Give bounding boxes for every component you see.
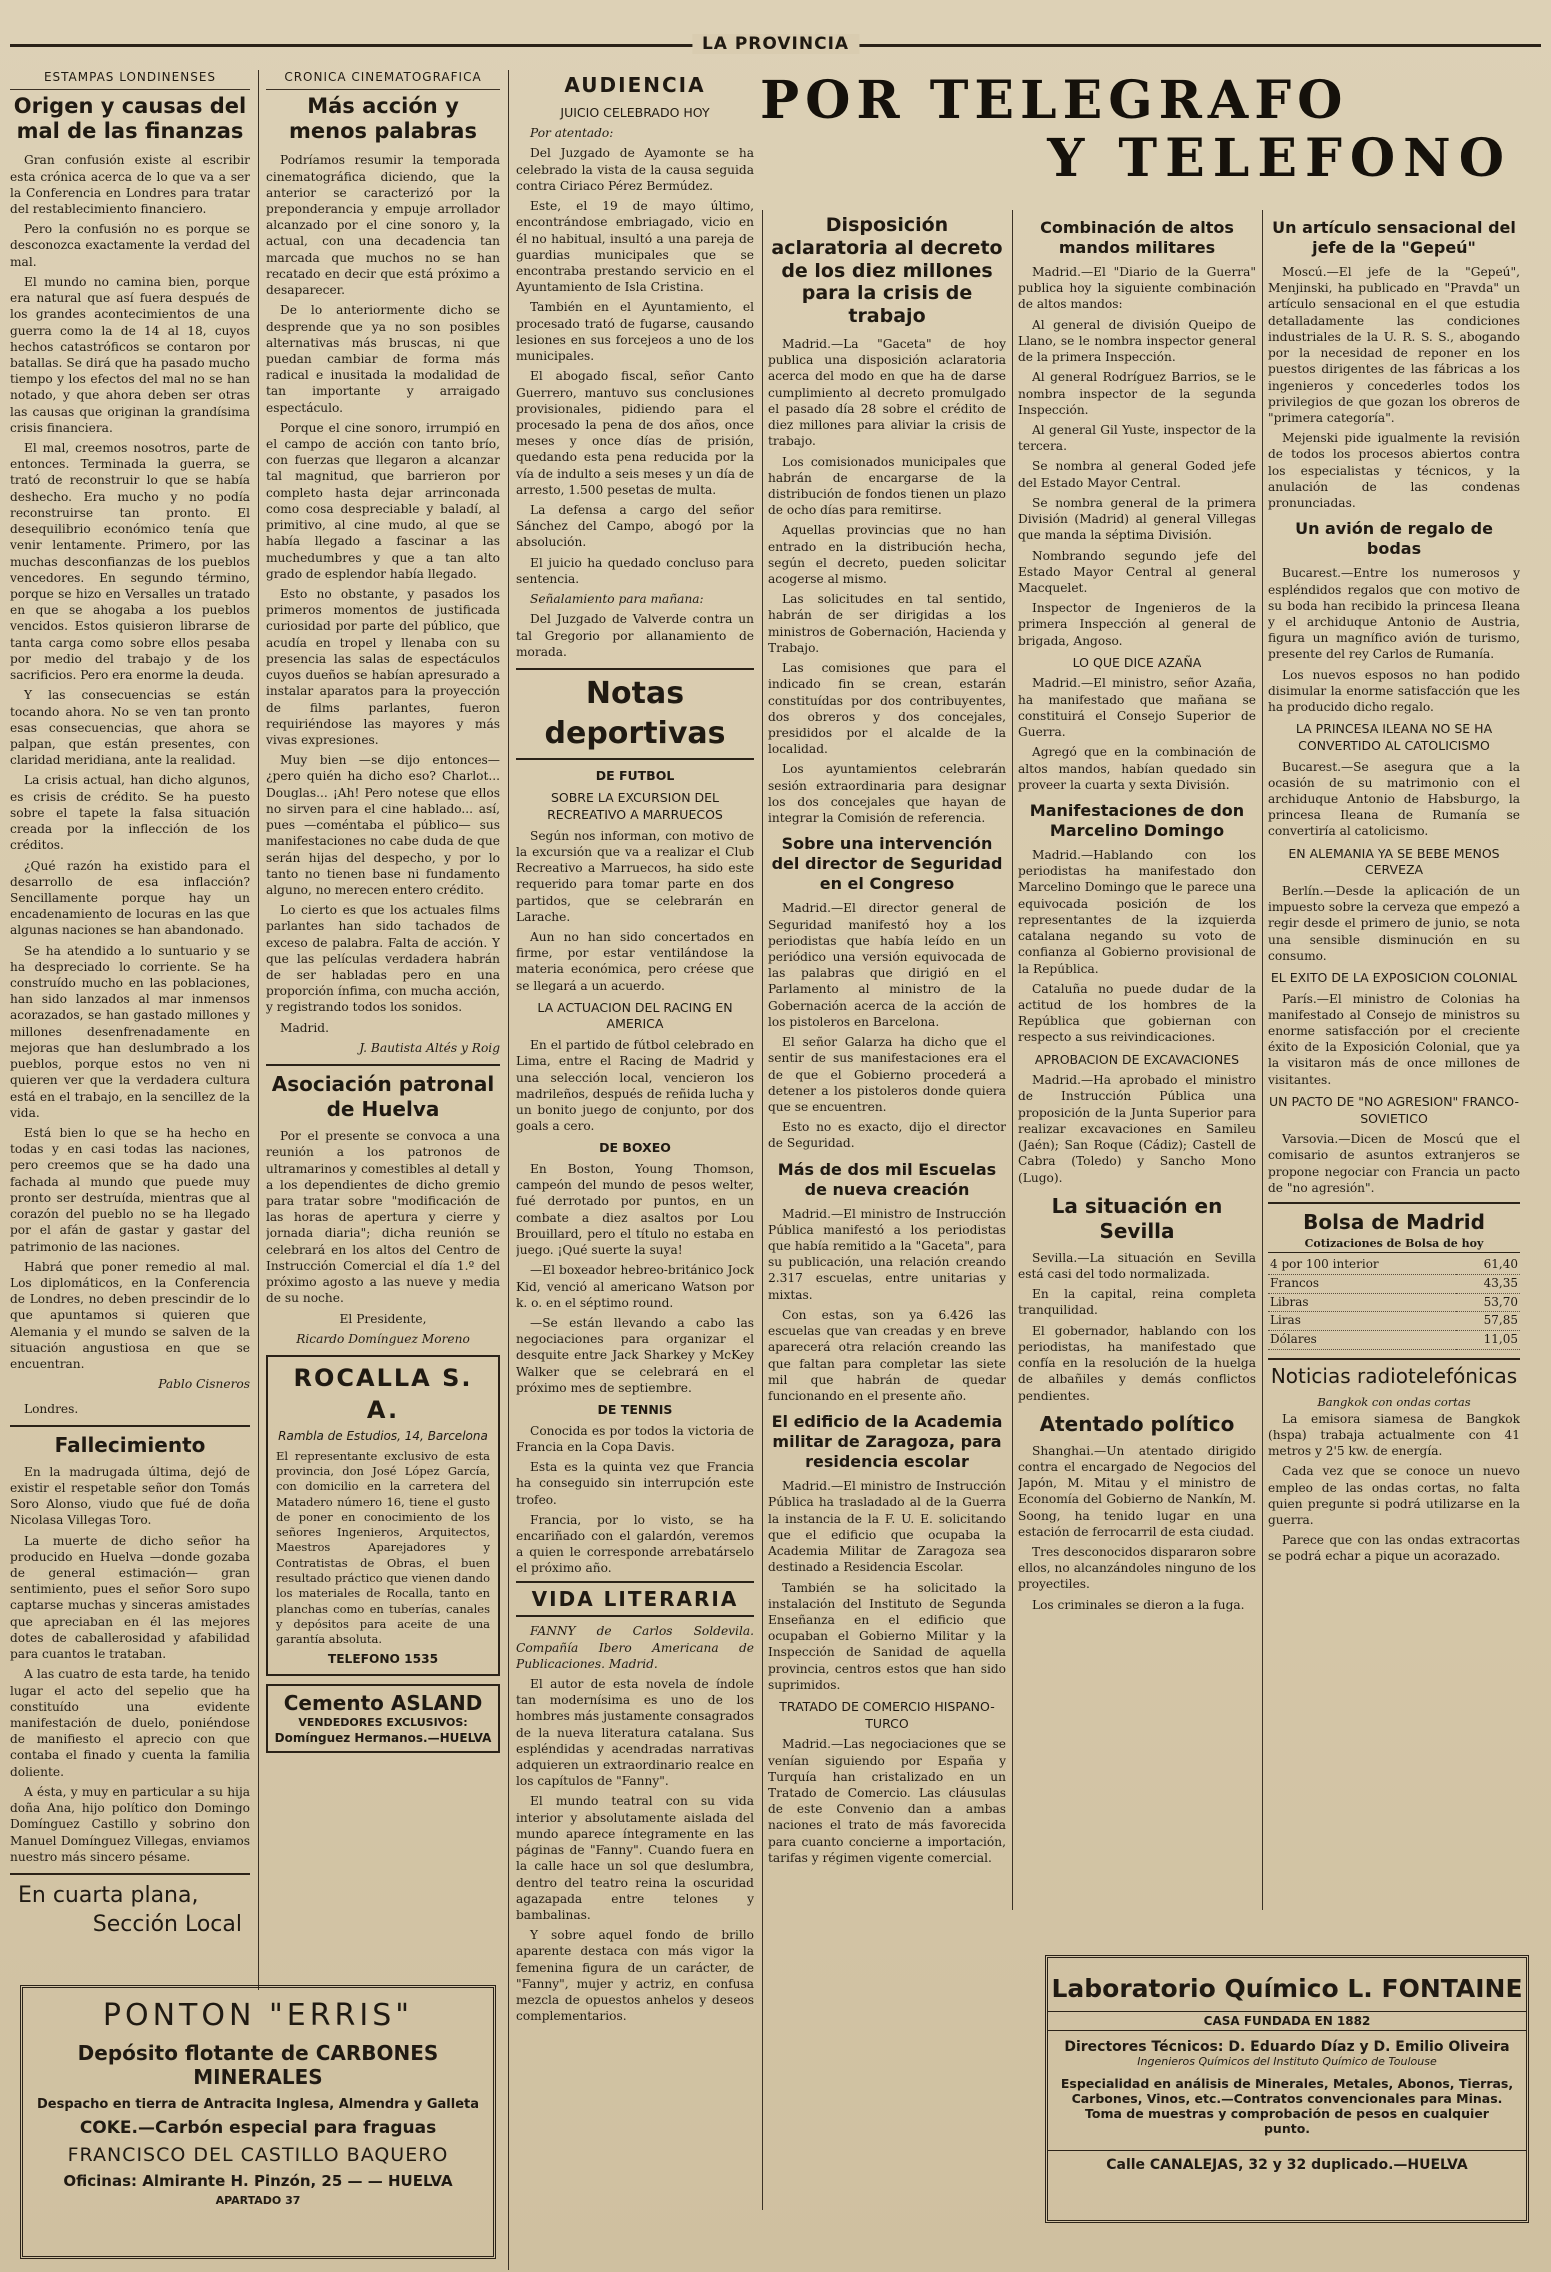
article-paragraph: —Se están llevando a cabo las negociaciones para organizar el desquite entre Jack Sharkey y McKey Walker que se celebrará en el próximo mes de septiembre. bbox=[516, 1316, 754, 1395]
column-rule bbox=[762, 210, 763, 2210]
column-rule bbox=[1012, 210, 1013, 1910]
article-paragraph: El juicio ha quedado concluso para sentencia. bbox=[516, 555, 754, 586]
stock-value: 43,35 bbox=[1456, 1274, 1520, 1293]
subheading: LA PRINCESA ILEANA NO SE HA CONVERTIDO AL CATOLICISMO bbox=[1295, 721, 1493, 753]
ad-subtitle: Depósito flotante de CARBONES MINERALES bbox=[77, 2041, 439, 2089]
article-paragraph: Se nombra general de la primera División (Madrid) al general Villegas que manda la séptima División. bbox=[1018, 495, 1256, 543]
article-paragraph: La crisis actual, han dicho algunos, es crisis de crédito. Se ha puesto sobre el tapete la falsa situación creada por la inflección de los créditos. bbox=[10, 773, 250, 853]
article-paragraph: Al general de división Queipo de Llano, se le nombra inspector general de la primera Inspección. bbox=[1018, 317, 1256, 365]
article-paragraph: Aun no han sido concertados en firme, por estar ventilándose la materia económica, pero créese que se llegará a un acuerdo. bbox=[516, 929, 754, 993]
article-paragraph: Francia, por lo visto, se ha encariñado con el galardón, veremos a quien le corresponde arrebatárselo el próximo año. bbox=[516, 1512, 754, 1576]
asland-ad bbox=[266, 1684, 500, 1753]
article-paragraph: Cada vez que se conoce un nuevo empleo de las ondas cortas, no falta quien pregunte si podrá utilizarse en la guerra. bbox=[1268, 1464, 1520, 1527]
article-paragraph: El mundo teatral con su vida interior y absolutamente aislada del mundo aparece íntegramente en las páginas de "Fanny". Cuando fuera en la calle hace un sol que deslumbra, dentro del teatro reina la oscuridad agazapada entre telones y bambalinas. bbox=[516, 1794, 754, 1922]
article-paragraph: El autor de esta novela de índole tan modernísima es uno de los hombres más justamente consagrados de la nueva literatura catalana. Sus espléndidas y acendradas narrativas adquieren un extraordinario realce en los capítulos de "Fanny". bbox=[516, 1676, 754, 1789]
subheading: LO QUE DICE AZAÑA bbox=[1072, 654, 1202, 670]
subheading: APROBACION DE EXCAVACIONES bbox=[1034, 1051, 1240, 1067]
article-paragraph: Gran confusión existe al escribir esta crónica acerca de lo que va a ser la Conferencia en Londres para tratar del restablecimiento financiero. bbox=[10, 153, 250, 216]
article-paragraph: Madrid.—El "Diario de la Guerra" publica hoy la siguiente combinación de altos mandos: bbox=[1018, 265, 1256, 312]
column-rule bbox=[1262, 210, 1263, 1910]
assoc-headline: Asociación patronal de Huelva bbox=[266, 1064, 500, 1122]
article-paragraph: Varsovia.—Dicen de Moscú que el comisario de asuntos extranjeros se propone negociar con Francia un pacto de "no agresión". bbox=[1268, 1132, 1520, 1195]
signature: Ricardo Domínguez Moreno bbox=[296, 1331, 470, 1346]
vida-literaria-title: VIDA LITERARIA bbox=[516, 1581, 754, 1618]
article-paragraph: Esta es la quinta vez que Francia ha conseguido sin interrupción este trofeo. bbox=[516, 1460, 754, 1507]
article-paragraph: El gobernador, hablando con los periodistas, ha manifestado que confía en la resolución de la huelga de albañiles y demás conflictos pendientes. bbox=[1018, 1323, 1256, 1403]
article-paragraph: El mal, creemos nosotros, parte de entonces. Terminada la guerra, se trató de reconstruir lo que se había deshecho. Era mucho y no podía reconstruirse tan pronto. El desequilibrio económico tenía que venir lentamente. Primero, por las muchas desconfianzas de los pueblos vencedores. En segundo término, porque se hizo en Versalles un tratado en que se ahogaba a los pueblos vencidos. Estos quisieron librarse de tanta carga como sobre ellos pesaba por medio del trabajo y de los sacrificios. Pero era enorme la deuda. bbox=[10, 441, 250, 683]
subheading: EN ALEMANIA YA SE BEBE MENOS CERVEZA bbox=[1288, 845, 1500, 878]
ad-phone: TELEFONO 1535 bbox=[327, 1652, 439, 1667]
ad-line: Ingenieros Químicos del Instituto Químico de Toulouse bbox=[1137, 2055, 1437, 2068]
ad-line: APARTADO 37 bbox=[215, 2194, 301, 2207]
subheading: TRATADO DE COMERCIO HISPANO-TURCO bbox=[779, 1699, 995, 1731]
obituary-headline: Fallecimiento bbox=[10, 1425, 250, 1458]
article-headline: Disposición aclaratoria al decreto de los diez millones para la crisis de trabajo bbox=[771, 214, 1003, 328]
article-paragraph: Madrid.—El ministro de Instrucción Pública ha trasladado al de la Guerra la instancia de la F. U. E. solicitando que el edificio que ocupaba la Academia Militar de Zaragoza sea destinado a Residencia Escolar. bbox=[768, 1479, 1006, 1575]
stock-label: 4 por 100 interior bbox=[1268, 1256, 1456, 1274]
article-paragraph: También se ha solicitado la instalación del Instituto de Segunda Enseñanza en el edificio que ocupaban el Gobierno Militar y la Inspección de Sanidad de aquella provincia, centros estos que han sido suprimidos. bbox=[768, 1580, 1006, 1692]
section-banner bbox=[760, 66, 1512, 196]
article-headline: El edificio de la Academia militar de Zaragoza, para residencia escolar bbox=[771, 1412, 1003, 1472]
section-kicker: CRONICA CINEMATOGRAFICA bbox=[266, 70, 500, 90]
column-5 bbox=[1018, 210, 1256, 1910]
article-paragraph: Moscú.—El jefe de la "Gepeú", Menjinski, ha publicado en "Pravda" un artículo sensacional en el que estudia detalladamente las condiciones industriales de la U. R. S. S., abogando por la necesidad de reponer en los puestos dirigentes de las fábricas a los ingenieros y concederles todos los privilegios de que gozan los obreros de "primera categoría". bbox=[1268, 265, 1520, 425]
ad-line: COKE.—Carbón especial para fraguas bbox=[79, 2118, 437, 2138]
article-paragraph: Habrá que poner remedio al mal. Los diplomáticos, en la Conferencia de Londres, no deben prescindir de lo que apuntamos si quieren que Alemania y el mundo se salven de la situación angustiosa en que se encuentran. bbox=[10, 1259, 250, 1372]
article-headline: Más de dos mil Escuelas de nueva creación bbox=[777, 1159, 997, 1199]
article-paragraph: Muy bien —se dijo entonces— ¿pero quién ha dicho eso? Charlot... Douglas... ¡Ah! Pero notese que ellos no sirven para el cine hablado... así, pues —coméntaba el público— sus manifestaciones no cabe duda de que serán hijas del despecho, y por lo tanto no tienen base ni fundamento alguno, no merecen entero crédito. bbox=[266, 753, 500, 897]
column-4 bbox=[768, 210, 1006, 2200]
subheading: Bangkok con ondas cortas bbox=[1317, 1395, 1471, 1410]
article-headline: Atentado político bbox=[1039, 1411, 1235, 1436]
ad-line: Calle CANALEJAS, 32 y 32 duplicado.—HUELVA bbox=[1048, 2150, 1526, 2173]
article-headline: Un artículo sensacional del jefe de la "Gepeú" bbox=[1272, 218, 1516, 257]
stock-label: Liras bbox=[1268, 1312, 1456, 1331]
table-row bbox=[1268, 1256, 1520, 1274]
article-headline: Combinación de altos mandos militares bbox=[1040, 218, 1234, 257]
fontaine-ad bbox=[1045, 1955, 1529, 2223]
article-headline: Más acción y menos palabras bbox=[289, 93, 477, 144]
article-headline: Sobre una intervención del director de Seguridad en el Congreso bbox=[771, 834, 1003, 894]
stock-value: 57,85 bbox=[1456, 1312, 1520, 1331]
masthead-title: LA PROVINCIA bbox=[692, 34, 859, 54]
article-paragraph: Por el presente se convoca a una reunión a los patronos de ultramarinos y comestibles al detall y a los dependientes de dicho gremio para tratar sobre "modificación de las horas de apertura y cierre y jornada diaria"; dicha reunión se celebrará en los altos del Centro de Instrucción Comercial el día 1.º del próximo agosto a las nueve y media de su noche. bbox=[266, 1129, 500, 1306]
article-paragraph: El Presidente, bbox=[339, 1311, 427, 1326]
article-paragraph: La muerte de dicho señor ha producido en Huelva —donde gozaba de general estimación— gran sentimiento, pues el señor Soro supo captarse muchas y sinceras amistades que apreciaban en él las mejores dotes de caballerosidad y afabilidad para cuantos le trataban. bbox=[10, 1533, 250, 1662]
stock-box bbox=[1268, 1202, 1520, 1350]
article-paragraph: ¿Qué razón ha existido para el desarrollo de esa inflacción? Sencillamente porque hay un encadenamiento de locuras en las que algunas naciones se han abandonado. bbox=[10, 858, 250, 938]
stock-subtitle: Cotizaciones de Bolsa de hoy bbox=[1268, 1237, 1520, 1253]
stock-value: 53,70 bbox=[1456, 1293, 1520, 1312]
article-paragraph: En la madrugada última, dejó de existir el respetable señor don Tomás Soro Alonso, viudo que fué de doña Nicolasa Villegas Toro. bbox=[10, 1464, 250, 1528]
article-paragraph: Y las consecuencias se están tocando ahora. No se ven tan pronto esas consecuencias, que ahora se palpan, que están presentes, con claridad meridiana, ante la realidad. bbox=[10, 688, 250, 768]
ad-title: PONTON "ERRIS" bbox=[102, 1998, 414, 2033]
article-paragraph: Mejenski pide igualmente la revisión de todos los procesos abiertos contra los especialistas y técnicos, y la anulación de las condenas pronunciadas. bbox=[1268, 431, 1520, 511]
subheading: EL EXITO DE LA EXPOSICION COLONIAL bbox=[1270, 969, 1518, 985]
dateline: Londres. bbox=[24, 1401, 79, 1416]
article-paragraph: Bucarest.—Entre los numerosos y espléndidos regalos que con motivo de su boda han recibido la princesa Ileana y el archiduque Antonio de Austria, figura un magnífico avión de turismo, presente del rey Carlos de Rumanía. bbox=[1268, 566, 1520, 662]
ad-line: FRANCISCO DEL CASTILLO BAQUERO bbox=[67, 2144, 449, 2166]
subheading: SOBRE LA EXCURSION DEL RECREATIVO A MARRUECOS bbox=[547, 790, 723, 823]
stock-label: Libras bbox=[1268, 1293, 1456, 1312]
rocalla-ad bbox=[266, 1355, 500, 1676]
stock-title: Bolsa de Madrid bbox=[1303, 1210, 1485, 1234]
ad-title: ROCALLA S. A. bbox=[293, 1363, 473, 1424]
column-2 bbox=[266, 70, 500, 2000]
article-headline: Manifestaciones de don Marcelino Domingo bbox=[1029, 800, 1245, 840]
column-3 bbox=[516, 70, 754, 2260]
column-rule bbox=[508, 70, 509, 2270]
article-paragraph: La defensa a cargo del señor Sánchez del Campo, abogó por la absolución. bbox=[516, 503, 754, 550]
article-paragraph: Según nos informan, con motivo de la excursión que va a realizar el Club Recreativo a Marruecos, ha sido este requerido para tomar parte en dos partidos, que se celebrarán en Larache. bbox=[516, 828, 754, 924]
article-paragraph: Madrid.—Hablando con los periodistas ha manifestado don Marcelino Domingo que le parece una equivocada posición de los representantes de la izquierda catalana negando su voto de confianza al Gobierno provisional de la República. bbox=[1018, 847, 1256, 976]
article-paragraph: A ésta, y muy en particular a su hija doña Ana, hijo político don Domingo Domínguez Castillo y sobrino don Manuel Domínguez Villegas, enviamos nuestro más sincero pésame. bbox=[10, 1784, 250, 1864]
article-paragraph: Shanghai.—Un atentado dirigido contra el encargado de Negocios del Japón, M. Mitau y el ministro de Economía del Gobierno de Nankín, M. Soong, ha tenido lugar en una estación de ferrocarril de esta ciudad. bbox=[1018, 1443, 1256, 1539]
article-paragraph: Podríamos resumir la temporada cinematográfica diciendo, que la anterior se caracterizó por la preponderancia y empuje arrollador alcanzado por el cine sonoro y, la actual, con una decadencia tan marcada que muchos no se han recatado en decir que está próximo a desaparecer. bbox=[266, 153, 500, 298]
article-paragraph: Los ayuntamientos celebrarán sesión extraordinaria para designar los dos concejales que hayan de integrar la Comisión de referencia. bbox=[768, 762, 1006, 826]
article-paragraph: Las comisiones que para el indicado fin se crean, estarán constituídas por dos contribuyentes, dos obreros y dos concejales, presididos por el alcalde de la localidad. bbox=[768, 661, 1006, 757]
article-paragraph: Sevilla.—La situación en Sevilla está casi del todo normalizada. bbox=[1018, 1250, 1256, 1281]
article-paragraph: Madrid.—Las negociaciones que se venían siguiendo por España y Turquía han cristalizado en un Tratado de Comercio. Las cláusulas de este Convenio dan a ambas naciones el trato de más favorecida para cuanto concierne a importación, tarifas y régimen vigente comercial. bbox=[768, 1737, 1006, 1865]
banner-line-1: POR TELEGRAFO bbox=[760, 70, 1349, 131]
article-headline: Un avión de regalo de bodas bbox=[1295, 519, 1493, 559]
book-reference: FANNY de Carlos Soldevila. Compañía Ibero Americana de Publicaciones. Madrid. bbox=[516, 1624, 754, 1671]
article-paragraph: En la capital, reina completa tranquilidad. bbox=[1018, 1287, 1256, 1318]
notice-box bbox=[10, 1873, 250, 1946]
radio-headline: Noticias radiotelefónicas bbox=[1268, 1358, 1520, 1389]
article-paragraph: Inspector de Ingenieros de la primera Inspección al general de brigada, Angoso. bbox=[1018, 601, 1256, 648]
ad-subtitle: Rambla de Estudios, 14, Barcelona bbox=[278, 1428, 488, 1443]
article-paragraph: Tres desconocidos dispararon sobre ellos, no alcanzándoles ninguno de los proyectiles. bbox=[1018, 1545, 1256, 1592]
article-paragraph: Berlín.—Desde la aplicación de un impuesto sobre la cerveza que empezó a regir desde el primero de junio, se nota una sensible disminución en su consumo. bbox=[1268, 883, 1520, 963]
section-kicker: ESTAMPAS LONDINENSES bbox=[10, 70, 250, 90]
byline: Pablo Cisneros bbox=[158, 1377, 250, 1392]
article-paragraph: La emisora siamesa de Bangkok (hspa) trabaja actualmente con 41 metros y 2'5 kw. de energía. bbox=[1268, 1411, 1520, 1459]
article-paragraph: Pero la confusión no es porque se desconozca exactamente la verdad del mal. bbox=[10, 222, 250, 269]
ad-subtitle: CASA FUNDADA EN 1882 bbox=[1048, 2011, 1526, 2031]
article-paragraph: Madrid.—El director general de Seguridad manifestó hoy a los periodistas que había leído en un periódico una versión equivocada de las palabras que dirigió en el Parlamento al ministro de la Gobernación acerca de la acción de los pistoleros en Barcelona. bbox=[768, 901, 1006, 1029]
article-paragraph: Lo cierto es que los actuales films parlantes han sido tachados de exceso de palabra. Falta de acción. Y que las películas verdadera habrán de ser habladas pero en una proporción ínfima, con mucha acción, y registrando todos los sonidos. bbox=[266, 903, 500, 1015]
table-row bbox=[1268, 1274, 1520, 1293]
article-paragraph: Está bien lo que se ha hecho en todas y en casi todas las naciones, pero creemos que se ha dado una fachada al mundo que puede muy pronto ser destruída, mientras que al corazón del pueblo no se ha llegado por el afán de gastar y gastar del patrimonio de las naciones. bbox=[10, 1126, 250, 1254]
sports-headline: Notas deportivas bbox=[516, 668, 754, 760]
stock-value: 61,40 bbox=[1456, 1256, 1520, 1274]
banner-line-2: Y TELEFONO bbox=[1047, 128, 1512, 189]
article-paragraph: París.—El ministro de Colonias ha manifestado al Consejo de ministros su enorme satisfacción por el creciente éxito de la Exposición Colonial, que ya la visitaron más de once millones de visitantes. bbox=[1268, 991, 1520, 1087]
article-paragraph: Porque el cine sonoro, irrumpió en el campo de acción con tanto brío, con fuerzas que llegaron a alcanzar tal magnitud, que barrieron por completo hasta dejar arrinconada como cosa despreciable y baladí, al primitivo, al cine mudo, al que se había llegado a fascinar a las muchedumbres y que a tan alto grado de esplendor había llegado. bbox=[266, 420, 500, 581]
subheading: LA ACTUACION DEL RACING EN AMERICA bbox=[537, 999, 733, 1032]
article-paragraph: Madrid.—El ministro, señor Azaña, ha manifestado que mañana se constituirá el Consejo Superior de Guerra. bbox=[1018, 676, 1256, 740]
stock-label: Dólares bbox=[1268, 1331, 1456, 1350]
article-headline: Origen y causas del mal de las finanzas bbox=[13, 93, 247, 144]
subheading: JUICIO CELEBRADO HOY bbox=[560, 104, 710, 120]
article-paragraph: Los criminales se dieron a la fuga. bbox=[1032, 1597, 1245, 1612]
article-paragraph: Madrid.—Ha aprobado el ministro de Instrucción Pública una proposición de la Junta Superior para realizar excavaciones en Samileu (Jaén); San Roque (Cádiz); Castell de Cabra (Toledo) y Sancho Mono (Lugo). bbox=[1018, 1073, 1256, 1185]
article-paragraph: Los comisionados municipales que habrán de encargarse de la distribución de fondos tienen un plazo de ocho días para remitirse. bbox=[768, 454, 1006, 518]
audiencia-title: AUDIENCIA bbox=[564, 73, 706, 97]
column-1 bbox=[10, 70, 250, 2000]
article-paragraph: Madrid.—El ministro de Instrucción Pública manifestó a los periodistas que había remitido a la "Gaceta", para su publicación, una relación creando 2.317 escuelas, entre unitarias y mixtas. bbox=[768, 1206, 1006, 1302]
article-paragraph: Las solicitudes en tal sentido, habrán de ser dirigidas a los ministros de Gobernación, Hacienda y Trabajo. bbox=[768, 592, 1006, 655]
article-paragraph: El abogado fiscal, señor Canto Guerrero, mantuvo sus conclusiones provisionales, pidiendo para el procesado la pena de dos años, once meses y once días de prisión, quedando esta pena reducida por la vía de indulto a seis meses y un día de arresto, 1.500 pesetas de multa. bbox=[516, 369, 754, 497]
case-label: Por atentado: bbox=[530, 126, 614, 141]
ponton-erris-ad bbox=[20, 1985, 496, 2259]
subheading: DE BOXEO bbox=[599, 1140, 671, 1156]
article-paragraph: Se nombra al general Goded jefe del Estado Mayor Central. bbox=[1018, 459, 1256, 490]
article-paragraph: Del Juzgado de Valverde contra un tal Gregorio por allanamiento de morada. bbox=[516, 612, 754, 659]
article-paragraph: —El boxeador hebreo-británico Jock Kid, venció al americano Watson por k. o. en el séptimo round. bbox=[516, 1263, 754, 1310]
ad-line: Domínguez Hermanos.—HUELVA bbox=[274, 1730, 492, 1745]
table-row bbox=[1268, 1293, 1520, 1312]
subheading: DE TENNIS bbox=[597, 1402, 673, 1418]
ad-line: Especialidad en análisis de Minerales, Metales, Abonos, Tierras, Carbones, Vinos, etc.—Contratos convencionales para Minas. Toma de muestras y comprobación de pesos en cualquier punto. bbox=[1060, 2076, 1514, 2136]
article-paragraph: Madrid.—La "Gaceta" de hoy publica una disposición aclaratoria acerca del modo en que ha de darse cumplimiento al decreto promulgado el pasado día 28 sobre el crédito de diez millones para aliviar la crisis de trabajo. bbox=[768, 336, 1006, 449]
notice-line: En cuarta plana, bbox=[18, 1882, 199, 1908]
article-paragraph: En el partido de fútbol celebrado en Lima, entre el Racing de Madrid y una selección local, vencieron los madrileños, después de reñida lucha y un bonito juego de conjunto, por dos goals a cero. bbox=[516, 1038, 754, 1134]
byline: J. Bautista Altés y Roig bbox=[359, 1040, 500, 1055]
stock-value: 11,05 bbox=[1456, 1331, 1520, 1350]
subheading: UN PACTO DE "NO AGRESION" FRANCO-SOVIETICO bbox=[1269, 1093, 1519, 1126]
subheading: DE FUTBOL bbox=[595, 767, 675, 783]
article-paragraph: El señor Galarza ha dicho que el sentir de sus manifestaciones era el de que el Gobierno procederá a detener a los pistoleros donde quiera que se encuentren. bbox=[768, 1035, 1006, 1114]
article-paragraph: Cataluña no puede dudar de la actitud de los hombres de la República que gobiernan con respecto a sus reivindicaciones. bbox=[1018, 981, 1256, 1045]
dateline: Madrid. bbox=[280, 1020, 329, 1035]
article-paragraph: También en el Ayuntamiento, el procesado trató de fugarse, causando lesiones en sus forcejeos a uno de los municipales. bbox=[516, 300, 754, 364]
column-rule bbox=[258, 70, 259, 1990]
article-paragraph: Este, el 19 de mayo último, encontrándose embriagado, vicio en él no habitual, insultó a una pareja de guardias municipales que se encontraba prestando servicio en el Ayuntamiento de Isla Cristina. bbox=[516, 199, 754, 295]
article-paragraph: Parece que con las ondas extracortas se podrá echar a pique un acorazado. bbox=[1268, 1533, 1520, 1564]
stock-label: Francos bbox=[1268, 1274, 1456, 1293]
ad-text: El representante exclusivo de esta provincia, don José López García, con domicilio en la carretera del Matadero número 16, tiene el gusto de poner en conocimiento de los señores Ingenieros, Arquitectos, Maestros Aparejadores y Contratistas de Obras, el buen resultado práctico que vienen dando los materiales de Rocalla, tanto en planchas como en tuberías, canales y depósitos para aceite de una garantía absoluta. bbox=[276, 1448, 490, 1647]
table-row bbox=[1268, 1312, 1520, 1331]
ad-title: Cemento ASLAND bbox=[283, 1690, 483, 1715]
article-paragraph: A las cuatro de esta tarde, ha tenido lugar el acto del sepelio que ha constituído una evidente manifestación de duelo, poniéndose de manifiesto el aprecio con que contaba el finado y cuenta la familia doliente. bbox=[10, 1667, 250, 1779]
article-paragraph: Con estas, son ya 6.426 las escuelas que van creadas y en breve aparecerá otra relación creando las que faltan para completar las siete mil que habrán de quedar funcionando en el presente año. bbox=[768, 1307, 1006, 1404]
column-6 bbox=[1268, 210, 1520, 1910]
article-paragraph: En Boston, Young Thomson, campeón del mundo de pesos welter, fué derrotado por puntos, en un combate a diez asaltos por Lou Brouillard, pero el título no estaba en juego. ¡Qué suerte la suya! bbox=[516, 1162, 754, 1258]
ad-subtitle: VENDEDORES EXCLUSIVOS: bbox=[298, 1716, 468, 1730]
article-paragraph: Al general Rodríguez Barrios, se le nombra inspector de la segunda Inspección. bbox=[1018, 370, 1256, 417]
article-paragraph: Conocida es por todos la victoria de Francia en la Copa Davis. bbox=[516, 1423, 754, 1454]
case-label: Señalamiento para mañana: bbox=[530, 592, 704, 607]
article-paragraph: Esto no es exacto, dijo el director de Seguridad. bbox=[768, 1120, 1006, 1151]
stock-table bbox=[1268, 1256, 1520, 1351]
article-paragraph: El mundo no camina bien, porque era natural que así fuera después de los grandes acontecimientos de una guerra como la de 14 al 18, cuyos hechos catastróficos se contaron por batallas. Se dirá que ha pasado mucho tiempo y los efectos del mal no se han notado, y que ahora deben ser otras las causas que originan la grandísima crisis financiera. bbox=[10, 274, 250, 435]
ad-title: Laboratorio Químico L. FONTAINE bbox=[1051, 1974, 1523, 2003]
article-paragraph: Nombrando segundo jefe del Estado Mayor Central al general Macquelet. bbox=[1018, 548, 1256, 595]
article-paragraph: Los nuevos esposos no han podido disimular la enorme satisfacción que les ha producido dicho regalo. bbox=[1268, 667, 1520, 715]
article-paragraph: Agregó que en la combinación de altos mandos, habían quedado sin proveer la cuarta y sexta División. bbox=[1018, 745, 1256, 792]
article-paragraph: Se ha atendido a lo suntuario y se ha despreciado lo corriente. Se ha construído mucho en las poblaciones, han sido lanzados al mar inmensos acorazados, se han gastado millones y millones desenfrenadamente en mejoras que han deslumbrado a los pueblos, porque estos no ven ni quieren ver que la verdadera cultura está en el trabajo, en la sencillez de la vida. bbox=[10, 943, 250, 1120]
article-paragraph: Esto no obstante, y pasados los primeros momentos de justificada curiosidad por parte del público, que acudía en tropel y llenaba con su presencia las salas de espectáculos cuyos dueños se habían apresurado a instalar aparatos para la proyección de films parlantes, fueron requiriéndose las mayores y más vivas expresiones. bbox=[266, 587, 500, 747]
article-headline: La situación en Sevilla bbox=[1051, 1193, 1223, 1243]
masthead-rule bbox=[10, 34, 1541, 67]
article-paragraph: Y sobre aquel fondo de brillo aparente destaca con más vigor la femenina figura de un carácter, de "Fanny", mujer y actriz, en confusa mezcla de opuestos anhelos y deseos complementarios. bbox=[516, 1928, 754, 2024]
ad-line: Directores Técnicos: D. Eduardo Díaz y D. Emilio Oliveira bbox=[1064, 2039, 1510, 2055]
table-row bbox=[1268, 1331, 1520, 1350]
article-paragraph: Del Juzgado de Ayamonte se ha celebrado la vista de la causa seguida contra Ciriaco Pérez Bermúdez. bbox=[516, 146, 754, 193]
notice-line: Sección Local bbox=[92, 1912, 242, 1938]
ad-line: Despacho en tierra de Antracita Inglesa, Almendra y Galleta bbox=[36, 2097, 480, 2112]
article-paragraph: De lo anteriormente dicho se desprende que ya no son posibles alternativas más bruscas, ni que puedan cambiar de forma más radical e inusitada la modalidad de tan importante y arraigado espectáculo. bbox=[266, 303, 500, 415]
article-paragraph: Bucarest.—Se asegura que a la ocasión de su matrimonio con el archiduque Antonio de Habsburgo, la princesa Ileana de Rumanía se convertiría al catolicismo. bbox=[1268, 759, 1520, 839]
article-paragraph: Al general Gil Yuste, inspector de la tercera. bbox=[1018, 422, 1256, 454]
article-paragraph: Aquellas provincias que no han entrado en la distribución hecha, según el decreto, pueden solicitar acogerse al mismo. bbox=[768, 523, 1006, 587]
ad-line: Oficinas: Almirante H. Pinzón, 25 — — HUELVA bbox=[63, 2172, 453, 2190]
